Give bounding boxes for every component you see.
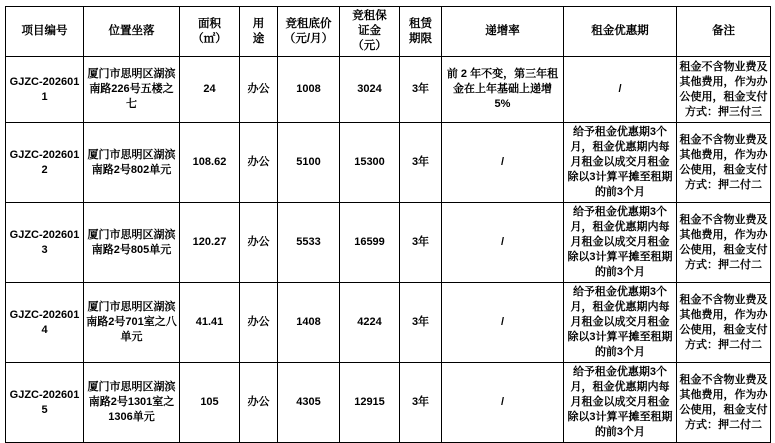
cell-project-code: GJZC-2026014 — [6, 283, 84, 363]
cell-base-price: 5100 — [278, 123, 340, 203]
cell-remark: 租金不含物业费及其他费用，作为办公使用，租金支付方式：押三付三 — [677, 57, 771, 123]
cell-project-code: GJZC-2026015 — [6, 363, 84, 443]
cell-term: 3年 — [400, 363, 442, 443]
cell-increase-rate: / — [442, 203, 564, 283]
cell-area: 120.27 — [180, 203, 240, 283]
cell-use: 办公 — [240, 283, 278, 363]
cell-term: 3年 — [400, 123, 442, 203]
cell-deposit: 4224 — [340, 283, 400, 363]
cell-free-rent-period: 给予租金优惠期3个月，租金优惠期内每月租金以成交月租金除以3计算平摊至租期的前3个月 — [564, 123, 677, 203]
table-row — [6, 123, 771, 203]
cell-address: 厦门市思明区湖滨南路226号五楼之七 — [84, 57, 180, 123]
column-header-term-line1: 租赁 — [409, 17, 432, 30]
cell-free-rent-period: 给予租金优惠期3个月，租金优惠期内每月租金以成交月租金除以3计算平摊至租期的前3个月 — [564, 203, 677, 283]
table-row — [6, 203, 771, 283]
column-header-area — [180, 7, 240, 57]
cell-address: 厦门市思明区湖滨南路2号805单元 — [84, 203, 180, 283]
cell-area: 105 — [180, 363, 240, 443]
cell-deposit: 3024 — [340, 57, 400, 123]
cell-address: 厦门市思明区湖滨南路2号1301室之1306单元 — [84, 363, 180, 443]
column-header-area-line2: （㎡） — [192, 32, 227, 45]
cell-address: 厦门市思明区湖滨南路2号802单元 — [84, 123, 180, 203]
cell-use: 办公 — [240, 123, 278, 203]
column-header-deposit-line2: 证金 — [358, 25, 381, 37]
column-header-term — [400, 7, 442, 57]
cell-free-rent-period: 给予租金优惠期3个月，租金优惠期内每月租金以成交月租金除以3计算平摊至租期的前3个月 — [564, 283, 677, 363]
column-header-term-line2: 期限 — [409, 32, 432, 45]
cell-remark: 租金不含物业费及其他费用，作为办公使用，租金支付方式：押二付二 — [677, 283, 771, 363]
table-row — [6, 363, 771, 443]
cell-remark: 租金不含物业费及其他费用，作为办公使用，租金支付方式：押二付二 — [677, 203, 771, 283]
cell-area: 24 — [180, 57, 240, 123]
cell-project-code: GJZC-2026013 — [6, 203, 84, 283]
column-header-deposit — [340, 7, 400, 57]
cell-base-price: 5533 — [278, 203, 340, 283]
cell-remark: 租金不含物业费及其他费用，作为办公使用，租金支付方式：押二付二 — [677, 363, 771, 443]
column-header-base-price-line1: 竞租底价 — [285, 17, 332, 30]
table-body — [6, 57, 771, 443]
table-row — [6, 283, 771, 363]
cell-use: 办公 — [240, 363, 278, 443]
cell-area: 41.41 — [180, 283, 240, 363]
cell-base-price: 4305 — [278, 363, 340, 443]
table-header-row — [6, 7, 771, 57]
column-header-use-line1: 用 — [252, 17, 265, 30]
column-header-address: 位置坐落 — [84, 7, 180, 57]
column-header-free-rent-period: 租金优惠期 — [564, 7, 677, 57]
column-header-remark: 备注 — [677, 7, 771, 57]
cell-base-price: 1008 — [278, 57, 340, 123]
column-header-deposit-line1: 竞租保 — [352, 10, 387, 22]
column-header-increase-rate: 递增率 — [442, 7, 564, 57]
cell-deposit: 12915 — [340, 363, 400, 443]
cell-area: 108.62 — [180, 123, 240, 203]
cell-deposit: 15300 — [340, 123, 400, 203]
cell-base-price: 1408 — [278, 283, 340, 363]
cell-term: 3年 — [400, 57, 442, 123]
column-header-base-price — [278, 7, 340, 57]
cell-project-code: GJZC-2026012 — [6, 123, 84, 203]
cell-increase-rate: / — [442, 363, 564, 443]
column-header-deposit-line3: （元） — [352, 40, 387, 52]
column-header-project-code: 项目编号 — [6, 7, 84, 57]
cell-term: 3年 — [400, 283, 442, 363]
property-listing-table — [5, 6, 771, 443]
cell-increase-rate: / — [442, 123, 564, 203]
cell-increase-rate: / — [442, 283, 564, 363]
cell-remark: 租金不含物业费及其他费用，作为办公使用，租金支付方式：押二付二 — [677, 123, 771, 203]
column-header-use-line2: 途 — [252, 32, 265, 45]
cell-address: 厦门市思明区湖滨南路2号701室之八单元 — [84, 283, 180, 363]
column-header-use — [240, 7, 278, 57]
cell-free-rent-period: 给予租金优惠期3个月，租金优惠期内每月租金以成交月租金除以3计算平摊至租期的前3个月 — [564, 363, 677, 443]
cell-deposit: 16599 — [340, 203, 400, 283]
column-header-area-line1: 面积 — [198, 17, 221, 30]
cell-project-code: GJZC-2026011 — [6, 57, 84, 123]
cell-term: 3年 — [400, 203, 442, 283]
table-row — [6, 57, 771, 123]
cell-free-rent-period: / — [564, 57, 677, 123]
cell-use: 办公 — [240, 57, 278, 123]
column-header-base-price-line2: （元/月） — [283, 32, 334, 45]
cell-increase-rate: 前 2 年不变，第三年租金在上年基础上递增 5% — [442, 57, 564, 123]
table-header — [6, 7, 771, 57]
cell-use: 办公 — [240, 203, 278, 283]
